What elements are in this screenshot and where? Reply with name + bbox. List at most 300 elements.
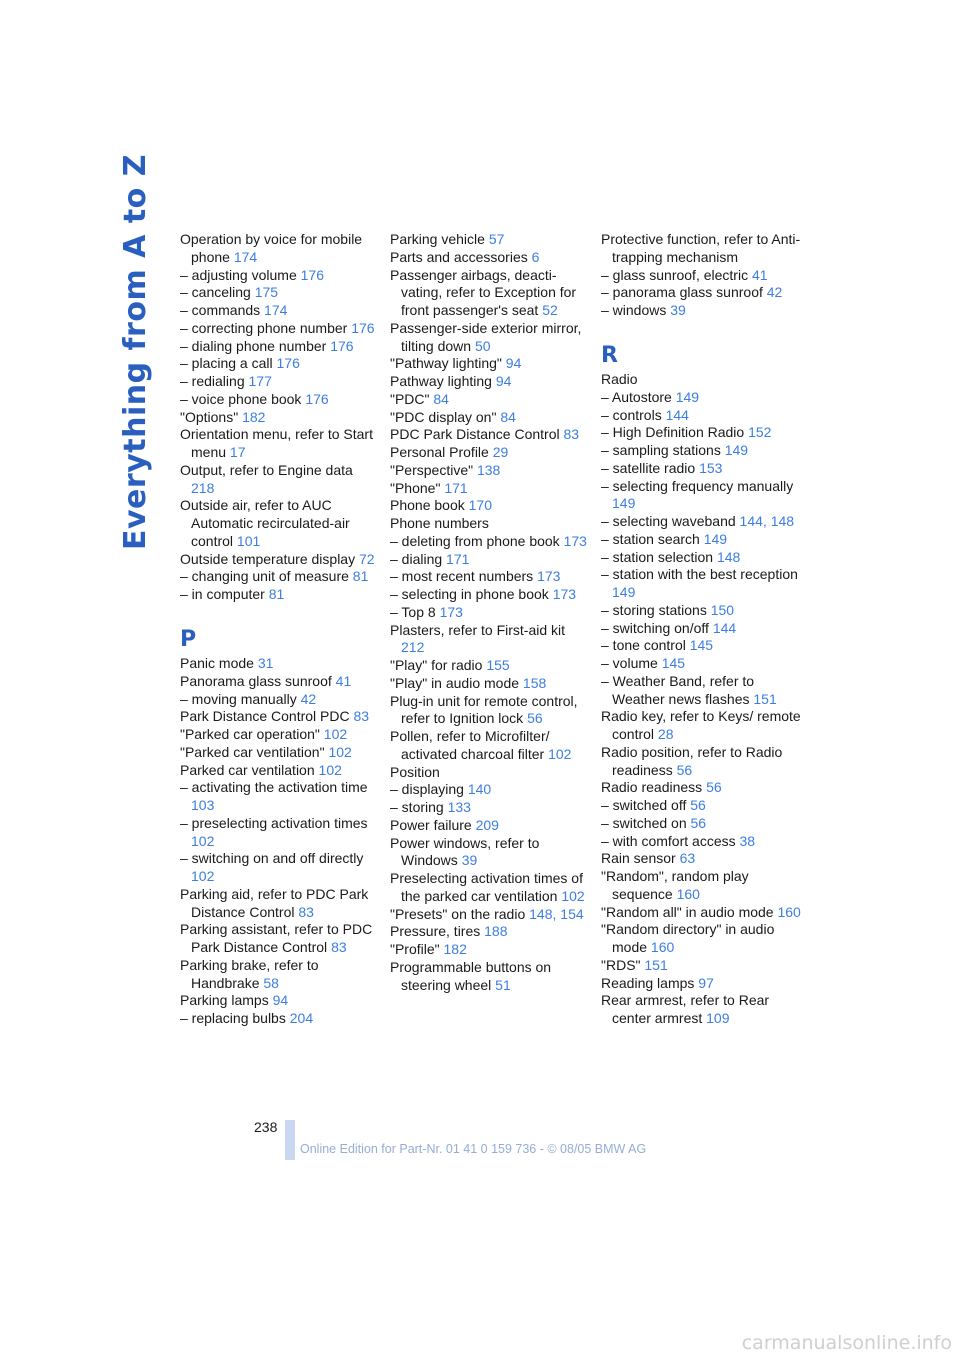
index-entry: [390, 675, 590, 693]
entry-term: – adjusting volume: [180, 266, 297, 283]
index-entry: [180, 338, 380, 356]
page-reference-link[interactable]: 17: [229, 444, 246, 460]
page-reference-link[interactable]: 83: [331, 939, 347, 955]
page-reference-link[interactable]: 56: [690, 814, 707, 831]
entry-term: Operation by voice for mobile phone: [180, 231, 363, 265]
entry-term: – switched on: [601, 814, 687, 831]
index-entry: [390, 693, 590, 729]
page-reference-link[interactable]: 188: [484, 923, 508, 940]
page-reference-link[interactable]: 155: [486, 657, 510, 673]
page-reference-link[interactable]: 204: [289, 1010, 314, 1026]
index-entry: [390, 391, 590, 409]
entry-term: "Options": [180, 408, 239, 425]
index-entry: [601, 231, 801, 267]
index-entry: [390, 586, 590, 604]
entry-term: – redialing: [180, 373, 245, 389]
entry-term: "Random all" in audio mode: [601, 903, 774, 920]
entry-term: – satellite radio: [601, 459, 696, 476]
page-reference-link[interactable]: 173: [537, 568, 561, 585]
entry-term: – station selection: [601, 548, 714, 565]
entry-term: – deleting from phone book: [390, 532, 560, 549]
entry-term: "Perspective": [390, 461, 474, 478]
page-reference-link[interactable]: 51: [495, 976, 511, 993]
index-entry: [601, 868, 801, 904]
page-reference-link[interactable]: 101: [236, 532, 261, 549]
index-entry: [601, 442, 801, 460]
page-reference-link[interactable]: 103: [191, 797, 215, 813]
page-reference-link[interactable]: 149: [675, 388, 700, 405]
index-entry: [390, 657, 590, 675]
entry-term: – glass sunroof, electric: [601, 266, 749, 283]
page-reference-link[interactable]: 174: [233, 248, 258, 265]
index-entry: [180, 267, 380, 285]
index-entry: [390, 444, 590, 462]
entry-term: Phone book: [390, 497, 465, 514]
index-entry: [180, 779, 380, 815]
index-entry: [601, 531, 801, 549]
page-reference-link[interactable]: 145: [661, 655, 686, 671]
page-reference-link[interactable]: 84: [500, 408, 516, 425]
entry-term: Park Distance Control PDC: [180, 708, 350, 725]
index-entry: [180, 586, 380, 604]
entry-term: "Random directory" in audio mode: [601, 921, 775, 955]
side-title: Everything from A to Z: [118, 154, 153, 550]
entry-term: Parking lamps: [180, 992, 269, 1009]
index-entry: [601, 655, 801, 673]
entry-term: – placing a call: [180, 355, 273, 372]
entry-term: Protective function, refer to Anti-trapping mechanism: [601, 231, 801, 265]
entry-term: – switched off: [601, 797, 687, 813]
index-entry: [390, 728, 590, 764]
index-entry: [180, 497, 380, 550]
index-entry: [601, 904, 801, 922]
page-reference-link[interactable]: 6: [531, 248, 540, 265]
page-reference-link[interactable]: 149: [612, 495, 636, 512]
entry-term: Pollen, refer to Microfilter/ activated charcoal filter: [390, 728, 550, 762]
page-reference-link[interactable]: 41: [335, 672, 352, 689]
entry-term: – with comfort access: [601, 832, 736, 849]
page-reference-link[interactable]: 218: [191, 479, 215, 496]
entry-term: Programmable buttons on steering wheel: [390, 958, 552, 993]
entry-term: Radio key, refer to Keys/ remote control: [601, 708, 801, 742]
page-reference-link[interactable]: 170: [468, 497, 492, 514]
index-entry: [180, 673, 380, 691]
index-entry: [180, 551, 380, 569]
index-column-2: [390, 231, 590, 994]
index-entry: [390, 870, 590, 906]
entry-term: Plasters, refer to First-aid kit: [390, 621, 566, 638]
index-entry: [180, 655, 380, 673]
page-reference-link[interactable]: 212: [401, 639, 425, 656]
page-reference-link[interactable]: 140: [467, 781, 492, 798]
entry-term: Pressure, tires: [390, 923, 481, 940]
index-entry: [390, 231, 590, 249]
page-reference-link[interactable]: 148: [716, 548, 741, 565]
entry-term: – most recent numbers: [390, 568, 534, 585]
entry-term: – selecting frequency manually: [601, 477, 794, 494]
index-entry: [601, 478, 801, 514]
index-entry: [601, 957, 801, 975]
page-reference-link[interactable]: 42: [766, 284, 783, 301]
index-entry: [390, 781, 590, 799]
page-reference-link[interactable]: 148: [770, 513, 795, 529]
entry-term: – switching on/off: [601, 619, 709, 636]
page-reference-link[interactable]: 57: [488, 231, 505, 247]
entry-term: – Top 8: [390, 603, 436, 620]
entry-term: – voice phone book: [180, 390, 302, 407]
page-reference-link[interactable]: 83: [563, 426, 580, 443]
page-reference-link[interactable]: 58: [263, 974, 279, 991]
index-entry: [180, 886, 380, 922]
entry-term: Parking assistant, refer to PDC Park Distance Control: [180, 921, 373, 955]
index-entry: [601, 637, 801, 655]
index-entry: [180, 921, 380, 957]
page-reference-link[interactable]: 102: [328, 743, 352, 760]
entry-term: Panorama glass sunroof: [180, 672, 332, 689]
index-entry: [390, 551, 590, 569]
page-reference-link[interactable]: 174: [264, 302, 288, 318]
entry-term: – in computer: [180, 586, 265, 602]
entry-term: Orientation menu, refer to Start menu: [180, 426, 373, 460]
entry-term: – panorama glass sunroof: [601, 284, 763, 301]
index-entry: [390, 355, 590, 373]
page-reference-link[interactable]: 94: [272, 992, 289, 1009]
entry-term: PDC Park Distance Control: [390, 426, 560, 443]
index-entry: [601, 549, 801, 567]
index-entry: [601, 673, 801, 709]
page-reference-link[interactable]: 138: [476, 461, 501, 478]
entry-term: Phone numbers: [390, 515, 489, 531]
index-entry: [180, 462, 380, 498]
entry-term: – tone control: [601, 637, 686, 654]
index-entry: [180, 744, 380, 762]
entry-term: – storing: [390, 799, 444, 815]
index-entry: [601, 424, 801, 442]
entry-term: – dialing: [390, 550, 443, 567]
entry-term: "Random", random play sequence: [601, 868, 749, 902]
page-reference-link[interactable]: 176: [330, 337, 354, 354]
index-entry: [390, 320, 590, 356]
entry-term: – storing stations: [601, 601, 707, 618]
page-reference-link[interactable]: 176: [300, 266, 324, 283]
entry-term: – High Definition Radio: [601, 424, 745, 441]
page-reference-link[interactable]: 102: [191, 868, 215, 884]
entry-term: – sampling stations: [601, 442, 721, 458]
entry-term: – moving manually: [180, 690, 297, 707]
entry-term: – replacing bulbs: [180, 1010, 286, 1026]
index-entry: [390, 941, 590, 959]
page-reference-link[interactable]: 102: [318, 761, 342, 778]
index-entry: [601, 975, 801, 993]
page-reference-link[interactable]: 84: [433, 390, 449, 407]
page-reference-link[interactable]: 173: [552, 586, 577, 602]
index-entry: [390, 959, 590, 995]
entry-term: – windows: [601, 302, 667, 318]
index-entry: [180, 391, 380, 409]
index-entry: [180, 320, 380, 338]
entry-term: – preselecting activation times: [180, 814, 368, 831]
index-entry: [180, 568, 380, 586]
index-entry: [601, 815, 801, 833]
index-entry: [601, 921, 801, 957]
index-entry: [601, 992, 801, 1028]
entry-term: Parts and accessories: [390, 248, 528, 265]
index-entry: [180, 409, 380, 427]
page-reference-link[interactable]: 149: [703, 530, 728, 547]
entry-term: – selecting in phone book: [390, 586, 549, 602]
index-entry: [180, 355, 380, 373]
index-entry: "Presets" on the radio 148, 154: [390, 905, 584, 922]
footer-bar: [285, 1120, 295, 1160]
page-reference-link[interactable]: 171: [446, 550, 470, 567]
entry-term: – switching on and off directly: [180, 850, 364, 867]
page-reference-link[interactable]: 97: [698, 974, 714, 991]
page-reference-link[interactable]: 152: [748, 424, 772, 441]
page-reference-link[interactable]: 173: [563, 532, 587, 549]
index-entry: [180, 373, 380, 391]
index-entry: [180, 850, 380, 886]
entry-term: "Profile": [390, 941, 440, 957]
page-reference-link[interactable]: 83: [353, 708, 370, 725]
entry-term: Outside temperature display: [180, 550, 356, 567]
index-entry: [601, 302, 801, 320]
index-entry: [390, 373, 590, 391]
page-reference-link[interactable]: 31: [257, 655, 274, 671]
page-number: 238: [254, 1119, 278, 1135]
index-entry: [180, 426, 380, 462]
index-entry: [390, 426, 590, 444]
index-entry: [390, 835, 590, 871]
page-reference-link[interactable]: 94: [495, 373, 512, 389]
page-reference-link[interactable]: 72: [358, 550, 375, 567]
page-reference-link[interactable]: 209: [475, 816, 499, 833]
entry-term: – commands: [180, 302, 261, 318]
index-entry: [390, 604, 590, 622]
index-entry: [390, 923, 590, 941]
page-reference-link[interactable]: 153: [699, 459, 723, 476]
index-entry: [601, 602, 801, 620]
entry-term: – displaying: [390, 781, 464, 798]
index-entry: [390, 817, 590, 835]
entry-term: Passenger airbags, deacti-vating, refer to Exception for front passenger's seat: [390, 266, 577, 318]
index-entry: [390, 249, 590, 267]
entry-term: "Presets" on the radio: [390, 905, 526, 922]
page-reference-link[interactable]: 158: [522, 674, 547, 691]
index-entry: [601, 371, 801, 389]
page-reference-link[interactable]: 50: [474, 337, 491, 354]
page-reference-link[interactable]: 29: [492, 444, 509, 460]
index-entry: [180, 302, 380, 320]
index-entry: [601, 284, 801, 302]
page-reference-link[interactable]: 151: [644, 956, 668, 973]
page-reference-link[interactable]: 160: [777, 903, 801, 920]
page-reference-link[interactable]: 102: [548, 745, 572, 762]
index-entry: [601, 407, 801, 425]
index-entry: [390, 568, 590, 586]
index-entry: [180, 284, 380, 302]
entry-term: – Weather Band, refer to Weather news flashes: [601, 672, 755, 707]
page-reference-link[interactable]: 145: [689, 637, 714, 654]
page-reference-link[interactable]: 56: [676, 761, 693, 778]
entry-term: – Autostore: [601, 388, 672, 405]
page-reference-link[interactable]: 52: [542, 302, 558, 318]
page-reference-link[interactable]: 56: [690, 797, 706, 813]
index-entry: [390, 533, 590, 551]
entry-term: Radio position, refer to Radio readiness: [601, 743, 783, 778]
entry-term: Power failure: [390, 816, 472, 833]
index-entry: [180, 708, 380, 726]
index-entry: [180, 231, 380, 267]
entry-term: – correcting phone number: [180, 319, 348, 336]
index-entry: [390, 462, 590, 480]
index-entry: [180, 815, 380, 851]
index-entry: [180, 762, 380, 780]
index-entry: [180, 726, 380, 744]
page-reference-link[interactable]: 150: [710, 601, 735, 618]
index-entry: [601, 620, 801, 638]
entry-term: "Phone": [390, 479, 441, 496]
index-entry: [601, 460, 801, 478]
index-entry: [390, 515, 590, 533]
index-entry: [601, 744, 801, 780]
watermark: carmanualsonline.info: [741, 1332, 952, 1354]
page-reference-link[interactable]: 176: [276, 355, 300, 372]
page-reference-link[interactable]: 83: [298, 903, 314, 920]
index-entry: [180, 691, 380, 709]
page-reference-link[interactable]: 182: [443, 941, 467, 957]
entry-term: – controls: [601, 406, 662, 423]
entry-term: "Parked car operation": [180, 726, 320, 742]
entry-term: Plug-in unit for remote control, refer to Ignition lock: [390, 692, 578, 727]
entry-term: Parking brake, refer to Handbrake: [180, 956, 319, 991]
page-reference-link[interactable]: 171: [444, 479, 468, 496]
entry-term: Radio: [601, 371, 638, 387]
index-entry: [390, 267, 590, 320]
index-column-1: [180, 231, 380, 1028]
entry-term: Pathway lighting: [390, 373, 492, 389]
entry-term: – selecting waveband: [601, 513, 736, 529]
index-entry: [390, 497, 590, 515]
entry-term: "PDC display on": [390, 408, 497, 425]
page-reference-link[interactable]: 102: [323, 726, 348, 742]
page-reference-link[interactable]: 38: [739, 832, 756, 849]
index-entry: [390, 622, 590, 658]
entry-term: Rain sensor: [601, 850, 676, 867]
index-entry: [601, 389, 801, 407]
page-reference-link[interactable]: 56: [527, 710, 543, 727]
page-reference-link[interactable]: 81: [268, 586, 285, 602]
entry-term: "PDC": [390, 390, 430, 407]
entry-term: Panic mode: [180, 655, 254, 671]
section-letter: R: [601, 342, 618, 368]
index-entry: [601, 833, 801, 851]
page-reference-link[interactable]: 149: [724, 442, 749, 458]
page-reference-link[interactable]: 144: [665, 406, 689, 423]
entry-term: "Pathway lighting": [390, 355, 502, 372]
entry-term: – volume: [601, 655, 658, 671]
index-entry: [390, 764, 590, 782]
entry-term: Personal Profile: [390, 444, 489, 460]
page-reference-link[interactable]: 177: [248, 373, 272, 389]
page-reference-link[interactable]: 102: [191, 832, 215, 849]
index-entry: [601, 779, 801, 797]
page-reference-link[interactable]: 81: [352, 568, 369, 585]
page-reference-link[interactable]: 144: [712, 619, 737, 636]
page-reference-link[interactable]: 182: [242, 408, 266, 425]
entry-term: Parking aid, refer to PDC Park Distance Control: [180, 885, 369, 920]
footer-edition-text: Online Edition for Part-Nr. 01 41 0 159 736 - © 08/05 BMW AG: [300, 1142, 647, 1156]
page-reference-link[interactable]: 149: [612, 584, 636, 600]
index-entry: [180, 957, 380, 993]
entry-term: "Parked car ventilation": [180, 743, 325, 760]
page-reference-link[interactable]: 176: [351, 319, 375, 336]
index-entry: [390, 480, 590, 498]
page-reference-link[interactable]: 133: [447, 799, 471, 815]
entry-term: Parking vehicle: [390, 231, 485, 247]
entry-term: Power windows, refer to Windows: [390, 834, 540, 869]
page-reference-link[interactable]: 42: [300, 690, 317, 707]
entry-term: Rear armrest, refer to Rear center armrest: [601, 992, 770, 1026]
section-letter: P: [180, 626, 197, 652]
entry-term: "Play" in audio mode: [390, 674, 520, 691]
index-entry: [601, 708, 801, 744]
index-entry: [601, 797, 801, 815]
entry-term: – station with the best reception: [601, 566, 798, 583]
page-reference-link[interactable]: 109: [706, 1010, 730, 1026]
page-reference-link[interactable]: 63: [679, 850, 696, 867]
index-entry: [180, 1010, 380, 1028]
page-reference-link[interactable]: 151: [753, 690, 777, 707]
page-reference-link[interactable]: 28: [657, 726, 674, 742]
page-reference-link[interactable]: 173: [439, 603, 463, 620]
entry-term: Position: [390, 763, 440, 780]
page-reference-link[interactable]: 175: [254, 284, 279, 301]
page-reference-link[interactable]: 160: [650, 939, 675, 955]
index-entry: [601, 566, 801, 602]
page-reference-link[interactable]: 39: [461, 852, 478, 869]
entry-term: "RDS": [601, 956, 641, 973]
index-entry: – selecting waveband 144, 148: [601, 513, 795, 529]
page-reference-link[interactable]: 94: [505, 355, 522, 372]
page-reference-link[interactable]: 176: [305, 390, 329, 407]
entry-term: – station search: [601, 530, 700, 547]
entry-term: Passenger-side exterior mirror, tilting down: [390, 319, 582, 354]
entry-term: – activating the activation time: [180, 779, 368, 796]
index-entry: [180, 992, 380, 1010]
page-reference-link[interactable]: 41: [751, 266, 768, 283]
entry-term: Reading lamps: [601, 974, 695, 991]
page-reference-link[interactable]: 102: [561, 887, 585, 904]
page-reference-link[interactable]: 56: [706, 779, 722, 796]
index-entry: [390, 799, 590, 817]
page-reference-link[interactable]: 160: [676, 885, 700, 902]
index-entry: [390, 409, 590, 427]
index-entry: [601, 267, 801, 285]
entry-term: "Play" for radio: [390, 657, 483, 673]
entry-term: Outside air, refer to AUC Automatic recirculated-air control: [180, 497, 350, 549]
index-column-3: [601, 231, 801, 1028]
entry-term: Parked car ventilation: [180, 761, 315, 778]
page-reference-link[interactable]: 148: [529, 905, 553, 922]
page-reference-link[interactable]: 39: [670, 302, 686, 318]
entry-term: Output, refer to Engine data: [180, 461, 353, 478]
entry-term: Preselecting activation times of the parked car ventilation: [390, 870, 583, 904]
entry-term: – canceling: [180, 284, 251, 301]
page-reference-link[interactable]: 154: [560, 905, 584, 922]
entry-term: – dialing phone number: [180, 337, 327, 354]
page-reference-link[interactable]: 144: [739, 513, 763, 529]
entry-term: – changing unit of measure: [180, 568, 349, 585]
